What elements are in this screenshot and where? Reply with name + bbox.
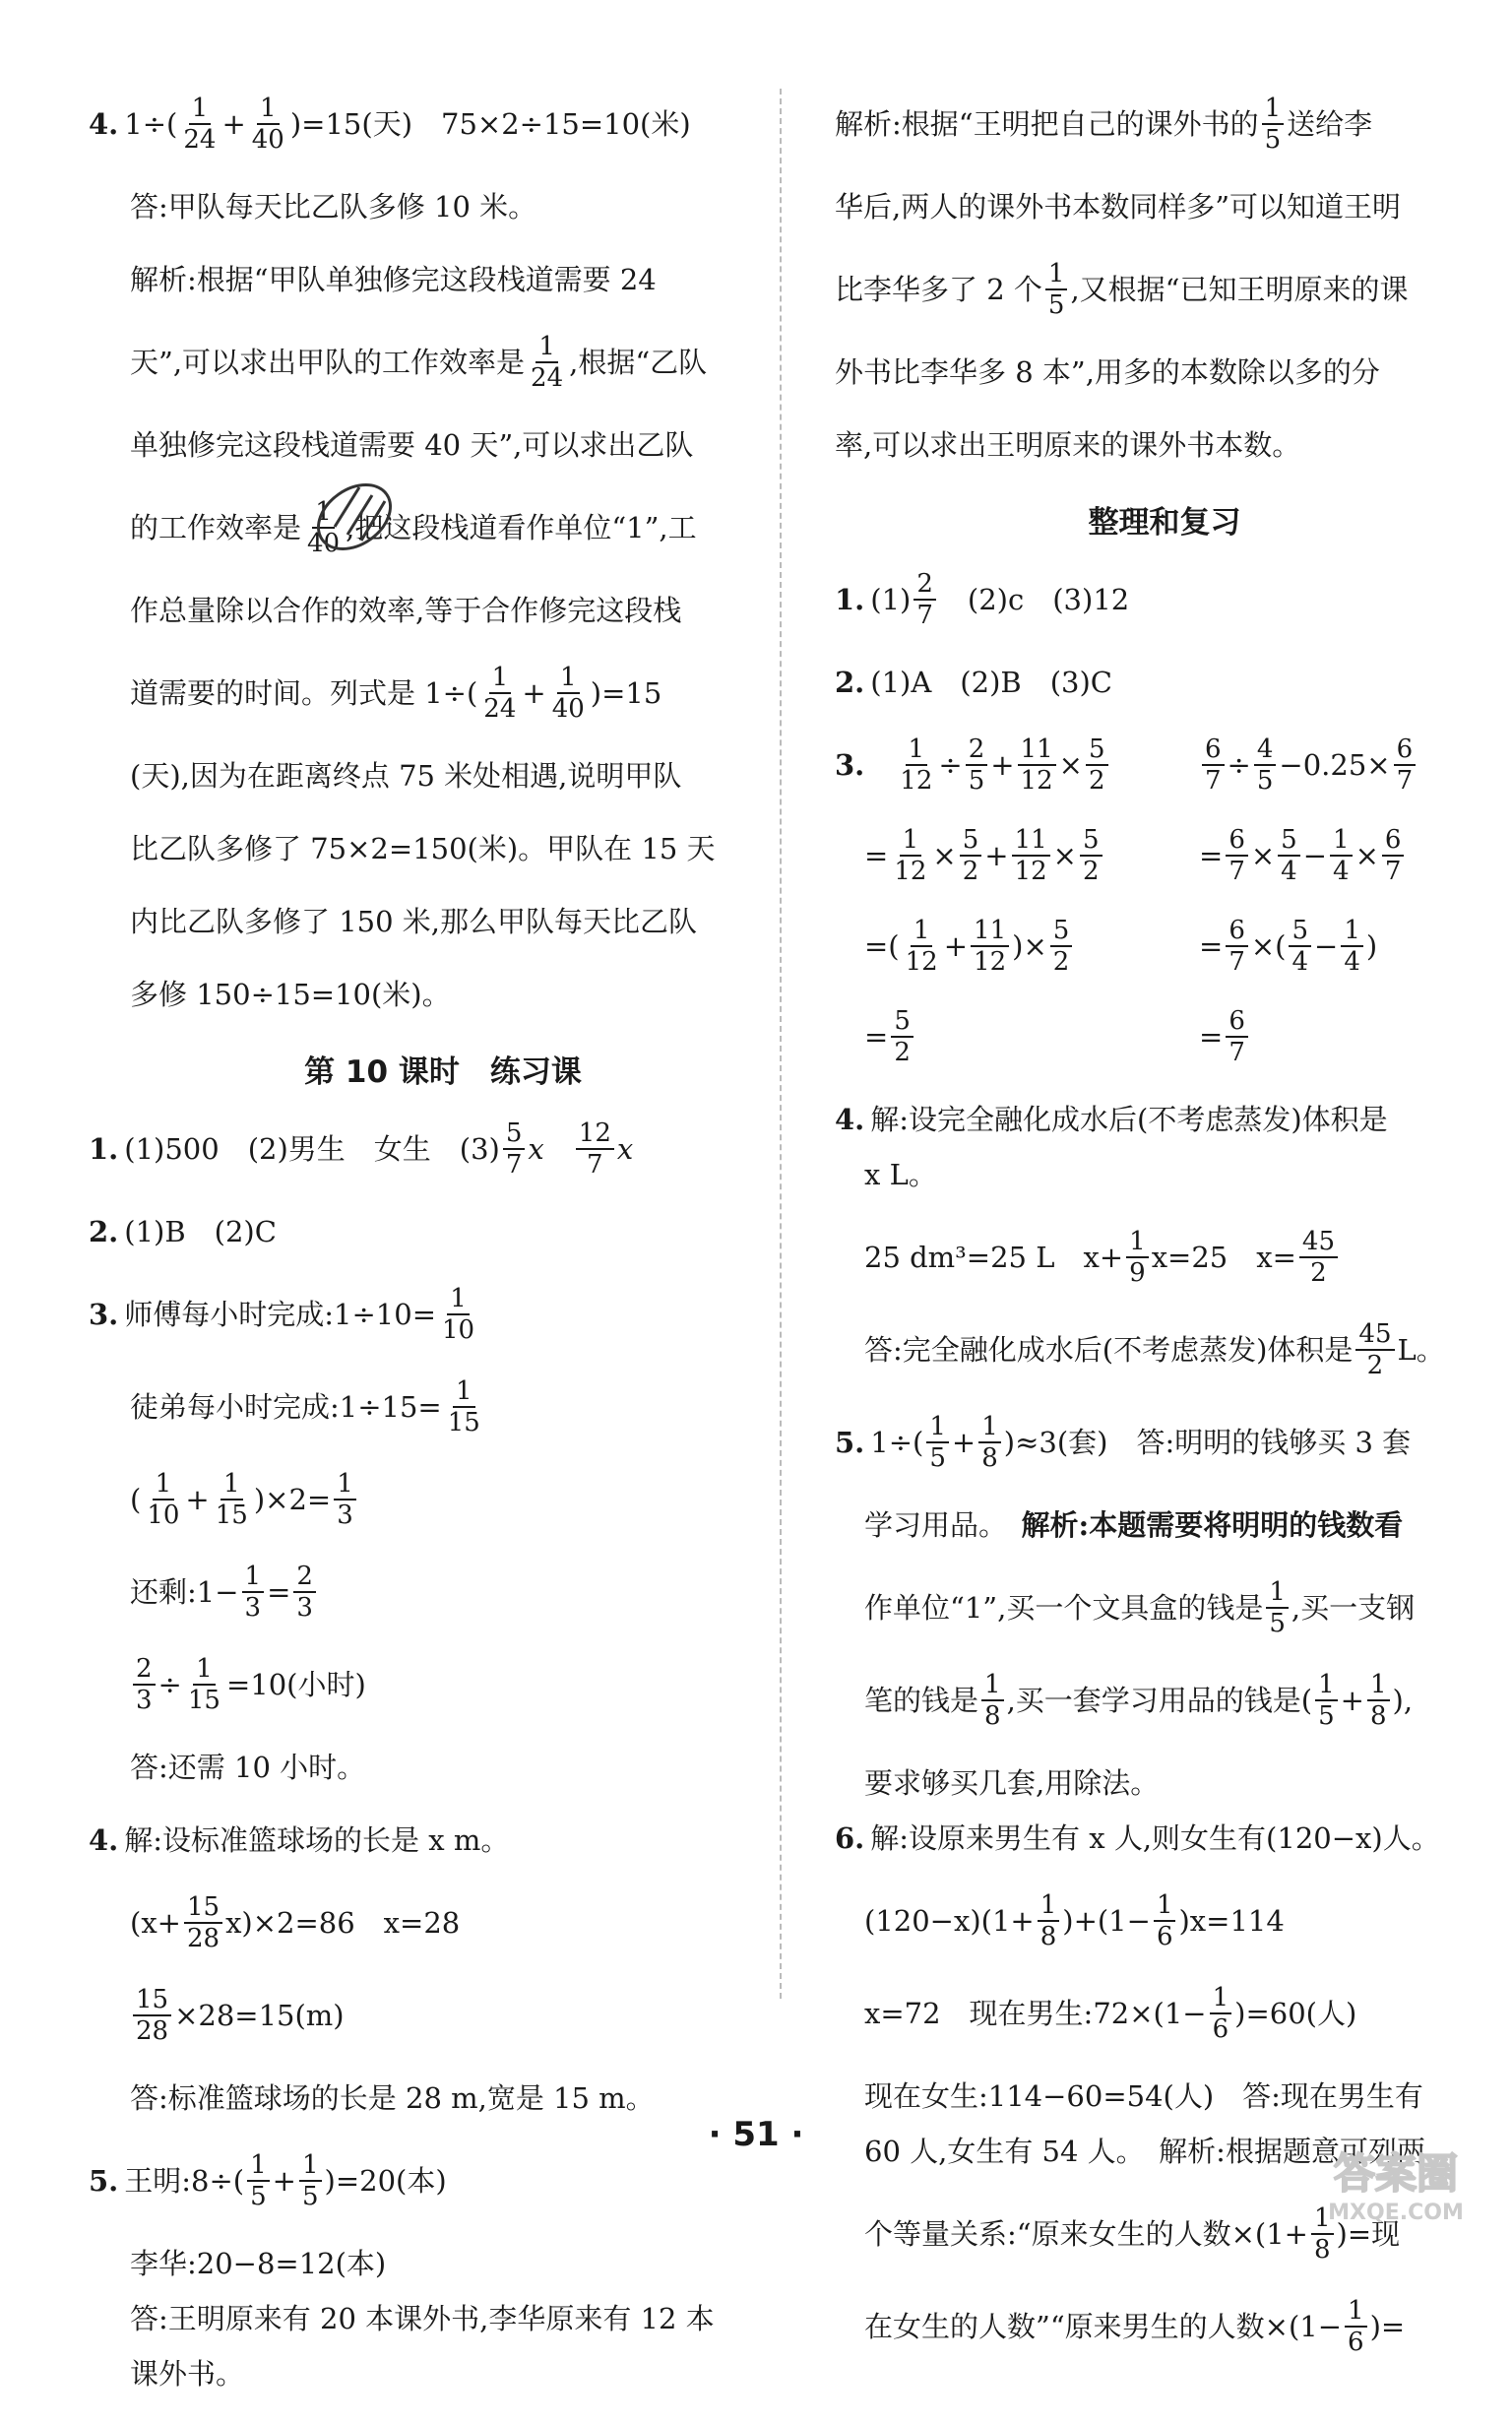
q4-line: 4. 解:设完全融化成水后(不考虑蒸发)体积是 (835, 1103, 1388, 1136)
fraction: $\frac{5}{4}$ (1289, 916, 1311, 977)
fraction: $\frac{1}{40}$ (307, 497, 341, 558)
analysis-line: 天”,可以求出甲队的工作效率是 $\frac{1}{24}$ ,根据“乙队 (130, 332, 708, 393)
q5-line: 5. 1÷( $\frac{1}{5}$ + $\frac{1}{8}$ )≈3(套) 答:明明的钱够买 3 套 (835, 1412, 1412, 1473)
fraction: $\frac{5}{2}$ (891, 1006, 914, 1067)
p3-line: 徒弟每小时完成:1÷15= $\frac{1}{15}$ (89, 1376, 797, 1437)
q3-right-step2: = $\frac{6}{7}$ × $\frac{5}{4}$ − $\frac{1}{4}$ × $\frac{6}{7}$ (1199, 825, 1494, 886)
fraction: $\frac{1}{12}$ (900, 734, 933, 796)
p5-line: 答:王明原来有 20 本课外书,李华原来有 12 本 (130, 2302, 715, 2335)
analysis-line: 外书比李华多 8 本”,用多的本数除以多的分 (835, 355, 1380, 389)
q3-right-step1: $\frac{6}{7}$ ÷ $\frac{4}{5}$ −0.25× $\frac{6}{7}$ (1199, 734, 1494, 796)
fraction: $\frac{6}{7}$ (1226, 916, 1248, 977)
fraction: $\frac{1}{5}$ (1315, 1670, 1338, 1731)
p5-line: 5. 王明:8÷( $\frac{1}{5}$ + $\frac{1}{5}$ )=20(本) (89, 2150, 447, 2211)
fraction: $\frac{1}{5}$ (299, 2150, 322, 2211)
fraction: $\frac{12}{7}$ (576, 1118, 614, 1180)
p4-answer: 答:标准篮球场的长是 28 m,宽是 15 m。 (130, 2081, 655, 2115)
fraction: $\frac{2}{7}$ (914, 569, 936, 630)
q5-line: 学习用品。 解析:本题需要将明明的钱数看 (864, 1508, 1404, 1542)
q1-answer: 1. (1) $\frac{2}{7}$ (2)c (3)12 (835, 569, 1130, 630)
fraction: $\frac{6}{7}$ (1382, 825, 1405, 886)
q2-answer: 2. (1)A (2)B (3)C (835, 666, 1112, 699)
analysis-line: 华后,两人的课外书本数同样多”可以知道王明 (835, 190, 1402, 223)
q3-left-step2: = $\frac{1}{12}$ × $\frac{5}{2}$ + $\frac{11}{12}$ × $\frac{5}{2}$ (835, 825, 1199, 886)
p3-line: 3. 师傅每小时完成:1÷10= $\frac{1}{10}$ (89, 1284, 797, 1345)
analysis-line: 单独修完这段栈道需要 40 天”,可以求出乙队 (130, 428, 694, 462)
q4-answer: 答:完全融化成水后(不考虑蒸发)体积是 $\frac{45}{2}$ L。 (864, 1319, 1445, 1380)
analysis-line: 内比乙队多修了 150 米,那么甲队每天比乙队 (130, 905, 698, 938)
fraction: $\frac{1}{15}$ (187, 1654, 220, 1715)
q3-left-step1: 3. $\frac{1}{12}$ ÷ $\frac{2}{5}$ + $\frac{11}{12}$ × $\frac{5}{2}$ (835, 734, 1199, 796)
analysis-line: 比乙队多修了 75×2=150(米)。甲队在 15 天 (130, 832, 716, 865)
q3-calculation-grid (835, 734, 1494, 1067)
fraction: $\frac{1}{24}$ (183, 94, 217, 155)
q5-line: 要求够买几套,用除法。 (864, 1766, 1160, 1800)
analysis-line: 比李华多了 2 个 $\frac{1}{5}$ ,又根据“已知王明原来的课 (835, 259, 1409, 320)
fraction: $\frac{1}{5}$ (926, 1412, 949, 1473)
q5-line: 作单位“1”,买一个文具盒的钱是 $\frac{1}{5}$ ,买一支钢 (864, 1577, 1416, 1638)
fraction: $\frac{1}{8}$ (981, 1670, 1004, 1731)
fraction: $\frac{1}{6}$ (1154, 1890, 1176, 1951)
p1-answer: 1. (1)500 (2)男生 女生 (3) $\frac{5}{7}$ x $\frac{12}{7}$ x (89, 1118, 634, 1180)
p2-answer: 2. (1)B (2)C (89, 1215, 277, 1248)
svg-text:答案圈: 答案圈 (1333, 2149, 1459, 2198)
fraction: $\frac{6}{7}$ (1394, 734, 1417, 796)
fraction: $\frac{1}{10}$ (147, 1469, 180, 1530)
analysis-line: 多修 150÷15=10(米)。 (130, 978, 451, 1011)
fraction: $\frac{11}{12}$ (1012, 825, 1050, 886)
fraction: $\frac{1}{5}$ (1045, 259, 1068, 320)
p3-answer: 答:还需 10 小时。 (130, 1751, 366, 1784)
watermark-logo (1297, 2139, 1494, 2227)
fraction: $\frac{6}{7}$ (1202, 734, 1225, 796)
fraction: $\frac{5}{2}$ (1050, 916, 1073, 977)
right-column (835, 94, 1494, 2389)
analysis-line: 道需要的时间。列式是 1÷( $\frac{1}{24}$ + $\frac{1}{40}$ )=15 (130, 663, 662, 724)
fraction: $\frac{2}{3}$ (293, 1562, 316, 1623)
analysis-line: (天),因为在距离终点 75 米处相遇,说明甲队 (130, 759, 682, 793)
fraction: $\frac{1}{5}$ (1262, 94, 1285, 155)
fraction: $\frac{1}{6}$ (1345, 2296, 1367, 2357)
fraction: $\frac{1}{8}$ (1367, 1670, 1390, 1731)
fraction: $\frac{5}{7}$ (503, 1118, 526, 1180)
q4-equation: 4. 1÷( $\frac{1}{24}$ + $\frac{1}{40}$ )=15(天) 75×2÷15=10(米) (89, 94, 691, 155)
fraction: $\frac{1}{24}$ (483, 663, 517, 724)
fraction: $\frac{1}{40}$ (251, 94, 284, 155)
q3-right-step3: = $\frac{6}{7}$ ×( $\frac{5}{4}$ − $\frac{1}{4}$ ) (1199, 916, 1378, 977)
fraction: $\frac{1}{40}$ (551, 663, 585, 724)
fraction: $\frac{11}{12}$ (1018, 734, 1056, 796)
p3-line: $\frac{2}{3}$ ÷ $\frac{1}{15}$ =10(小时) (89, 1654, 797, 1715)
fraction: $\frac{5}{4}$ (1278, 825, 1300, 886)
page-number: · 51 · (708, 2115, 804, 2154)
fraction: $\frac{45}{2}$ (1299, 1227, 1338, 1288)
fraction: $\frac{1}{24}$ (531, 332, 564, 393)
p4-line: 4. 解:设标准篮球场的长是 x m。 (89, 1823, 510, 1857)
fraction: $\frac{1}{5}$ (247, 2150, 270, 2211)
q4-answer: 答:甲队每天比乙队多修 10 米。 (130, 190, 537, 223)
fraction: $\frac{5}{2}$ (1080, 825, 1102, 886)
watermark-logo-graphic (1297, 2139, 1494, 2227)
fraction: $\frac{2}{5}$ (966, 734, 988, 796)
analysis-line: 作总量除以合作的效率,等于合作修完这段栈 (130, 594, 682, 627)
analysis-line: 解析:根据“王明把自己的课外书的 $\frac{1}{5}$ 送给李 (835, 94, 1373, 155)
fraction: $\frac{1}{9}$ (1126, 1227, 1149, 1288)
fraction: $\frac{1}{4}$ (1341, 916, 1363, 977)
p5-line: 李华:20−8=12(本) (130, 2247, 387, 2280)
fraction: $\frac{11}{12}$ (971, 916, 1009, 977)
fraction: $\frac{1}{3}$ (242, 1562, 265, 1623)
p4-line: $\frac{15}{28}$ ×28=15(m) (89, 1985, 797, 2046)
fraction: $\frac{1}{8}$ (978, 1412, 1001, 1473)
q4-line: 25 dm³=25 L x+ $\frac{1}{9}$ x=25 x= $\frac{45}{2}$ (835, 1227, 1494, 1288)
fraction: $\frac{6}{7}$ (1226, 825, 1248, 886)
pen-scribble-mark (300, 468, 409, 566)
analysis-line: 率,可以求出王明原来的课外书本数。 (835, 428, 1301, 462)
fraction: $\frac{1}{3}$ (334, 1469, 356, 1530)
p5-line: 课外书。 (130, 2357, 245, 2391)
fraction: $\frac{15}{28}$ (184, 1892, 222, 1953)
fraction: $\frac{1}{4}$ (1330, 825, 1353, 886)
fraction: $\frac{1}{8}$ (1038, 1890, 1060, 1951)
q3-left-step3: =( $\frac{1}{12}$ + $\frac{11}{12}$ )× $\frac{5}{2}$ (835, 916, 1199, 977)
fraction: $\frac{1}{15}$ (215, 1469, 248, 1530)
p3-line: ( $\frac{1}{10}$ + $\frac{1}{15}$ )×2= $\frac{1}{3}$ (89, 1469, 797, 1530)
fraction: $\frac{1}{12}$ (894, 825, 927, 886)
q5-line: 笔的钱是 $\frac{1}{8}$ ,买一套学习用品的钱是( $\frac{1}{5}$ + $\frac{1}{8}$ ), (864, 1670, 1414, 1731)
fraction: $\frac{4}{5}$ (1254, 734, 1277, 796)
question-number: 4. (89, 107, 119, 141)
fraction: $\frac{45}{2}$ (1355, 1319, 1394, 1380)
fraction: $\frac{5}{2}$ (1086, 734, 1108, 796)
fraction: $\frac{5}{2}$ (960, 825, 982, 886)
q6-line: 在女生的人数”“原来男生的人数×(1− $\frac{1}{6}$ )= (864, 2296, 1406, 2357)
fraction: $\frac{1}{12}$ (905, 916, 938, 977)
section-title: 整理和复习 (1088, 505, 1241, 541)
fraction: $\frac{1}{8}$ (1311, 2203, 1334, 2265)
section-title: 第 10 课时 练习课 (304, 1054, 582, 1090)
q6-line: 60 人,女生有 54 人。 解析:根据题意可列两 (864, 2135, 1425, 2168)
fraction: $\frac{1}{10}$ (442, 1284, 475, 1345)
fraction: $\frac{15}{28}$ (133, 1985, 171, 2046)
analysis-line: 的工作效率是 $\frac{1}{40}$ ,把这段栈道看作单位“1”,工 (89, 497, 797, 558)
fraction: $\frac{2}{3}$ (133, 1654, 156, 1715)
q6-line: (120−x)(1+ $\frac{1}{8}$ )+(1− $\frac{1}{6}$ )x=114 (864, 1890, 1285, 1951)
q6-line: x=72 现在男生:72×(1− $\frac{1}{6}$ )=60(人) (864, 1983, 1357, 2044)
q6-line: 个等量关系:“原来女生的人数×(1+ $\frac{1}{8}$ )=现 (864, 2203, 1401, 2265)
left-column (89, 94, 797, 2426)
fraction: $\frac{1}{6}$ (1210, 1983, 1232, 2044)
svg-text:MXQE.COM: MXQE.COM (1328, 2201, 1464, 2225)
q3-right-result: = $\frac{6}{7}$ (1199, 1006, 1494, 1067)
analysis-line: 解析:根据“甲队单独修完这段栈道需要 24 (130, 263, 657, 296)
q6-line: 6. 解:设原来男生有 x 人,则女生有(120−x)人。 (835, 1821, 1440, 1855)
p4-line: (x+ $\frac{15}{28}$ x)×2=86 x=28 (130, 1892, 461, 1953)
fraction: $\frac{1}{5}$ (1266, 1577, 1289, 1638)
q4-line: x L。 (864, 1158, 937, 1191)
p3-line: 还剩:1− $\frac{1}{3}$ = $\frac{2}{3}$ (89, 1562, 797, 1623)
q6-line: 现在女生:114−60=54(人) 答:现在男生有 (864, 2079, 1423, 2113)
q3-left-result: = $\frac{5}{2}$ (835, 1006, 1199, 1067)
fraction: $\frac{6}{7}$ (1226, 1006, 1248, 1067)
fraction: $\frac{1}{15}$ (447, 1376, 480, 1437)
